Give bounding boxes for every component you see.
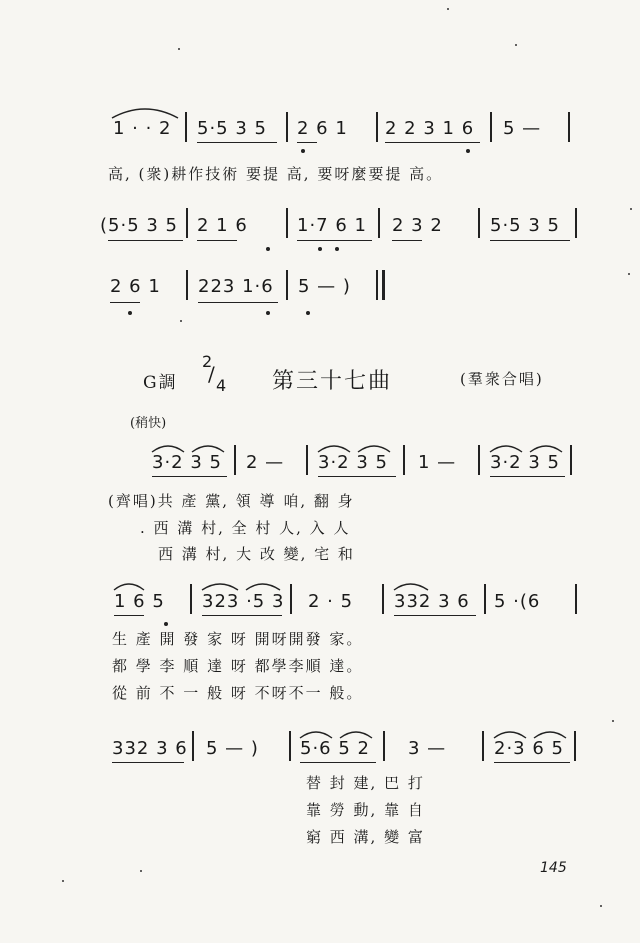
print-speck — [62, 880, 64, 882]
notes-r1-m2: 2 — — [246, 452, 285, 473]
lyrics-l1: 高, (衆)耕作技術 要提 高, 要呀麼要提 高。 — [108, 165, 444, 183]
barline — [478, 208, 480, 238]
key-signature: G調 — [143, 373, 178, 393]
notes-r2-m5: 5 ·(6 — [494, 591, 541, 612]
notes-r3-m5: 2·3 6 5 — [494, 738, 564, 759]
barline — [403, 445, 405, 475]
notes-r1-m5: 3·2 3 5 — [490, 452, 560, 473]
notes-r1-m4: 1 — — [418, 452, 457, 473]
barline — [568, 112, 570, 142]
notes-r2-m3: 2 · 5 — [308, 591, 354, 612]
slurs — [492, 726, 572, 740]
notes-r3-m4: 3 — — [408, 738, 447, 759]
lyrics-r3-v2: 靠 勞 動, 靠 自 — [306, 801, 425, 819]
notes-l2-m1: (5·5 3 5 — [100, 215, 178, 236]
barline — [289, 731, 291, 761]
notes-r3-m1: 332 3 6 — [112, 738, 188, 759]
lyrics-r3-v3: 窮 西 溝, 變 富 — [306, 828, 425, 846]
barline — [382, 584, 384, 614]
notes-l2-m2: 2 1 6 — [197, 215, 248, 236]
notes-l2-m4: 2 3 2 — [392, 215, 443, 236]
barline — [185, 112, 187, 142]
barline — [190, 584, 192, 614]
barline — [383, 731, 385, 761]
print-speck — [515, 44, 517, 46]
notes-r2-m1: 1 6 5 — [114, 591, 165, 612]
barline — [570, 445, 572, 475]
lyrics-r1-v2: . 西 溝 村, 全 村 人, 入 人 — [140, 519, 351, 537]
notes-l1-m5: 5 — — [503, 118, 542, 139]
lyrics-r2-v2: 都 學 李 順 達 呀 都學李順 達。 — [112, 657, 364, 675]
barline — [286, 112, 288, 142]
print-speck — [178, 48, 180, 50]
print-speck — [630, 208, 632, 210]
lyrics-r1-v1: (齊唱)共 產 黨, 領 導 咱, 翻 身 — [108, 492, 355, 510]
page-number: 145 — [540, 860, 567, 876]
print-speck — [140, 870, 142, 872]
notes-r2-m2: 323 ·5 3 — [202, 591, 285, 612]
slurs — [150, 440, 230, 454]
notes-l3-m2: 223 1·6 — [198, 276, 274, 297]
notes-l2-m5: 5·5 3 5 — [490, 215, 560, 236]
barline — [376, 112, 378, 142]
print-speck — [600, 905, 602, 907]
barline — [574, 731, 576, 761]
barline — [290, 584, 292, 614]
barline — [286, 270, 288, 300]
time-signature-top: 2 — [202, 352, 214, 371]
lyrics-r2-v1: 生 產 開 發 家 呀 開呀開發 家。 — [112, 630, 364, 648]
final-barline — [382, 270, 385, 300]
lyrics-r3-v1: 替 封 建, 巴 打 — [306, 774, 425, 792]
barline — [482, 731, 484, 761]
song-title: 第三十七曲 — [272, 369, 393, 394]
print-speck — [612, 720, 614, 722]
print-speck — [180, 320, 182, 322]
barline — [378, 208, 380, 238]
notes-l3-m3: 5 — ) — [298, 276, 351, 297]
time-signature-slash: / — [208, 362, 215, 386]
lyrics-r2-v3: 從 前 不 一 般 呀 不呀不一 般。 — [112, 684, 364, 702]
slurs — [316, 440, 396, 454]
barline — [234, 445, 236, 475]
notes-r2-m4: 332 3 6 — [394, 591, 470, 612]
notes-r1-m3: 3·2 3 5 — [318, 452, 388, 473]
slur — [110, 104, 180, 120]
notes-l2-m3: 1·7 6 1 — [297, 215, 367, 236]
slur — [112, 578, 148, 592]
barline — [490, 112, 492, 142]
slurs — [200, 578, 284, 592]
slur — [392, 578, 432, 592]
notes-l1-m1: 1 · · 2 — [113, 118, 172, 139]
barline — [192, 731, 194, 761]
barline — [376, 270, 378, 300]
notes-l1-m4: 2 2 3 1 6 — [385, 118, 475, 139]
notes-r1-m1: 3·2 3 5 — [152, 452, 222, 473]
barline — [306, 445, 308, 475]
print-speck — [447, 8, 449, 10]
barline — [186, 208, 188, 238]
performer-note: (羣衆合唱) — [460, 370, 544, 388]
barline — [575, 208, 577, 238]
barline — [186, 270, 188, 300]
barline — [575, 584, 577, 614]
barline — [286, 208, 288, 238]
notes-l1-m3: 2 6 1 — [297, 118, 348, 139]
notes-r3-m2: 5 — ) — [206, 738, 259, 759]
barline — [484, 584, 486, 614]
notes-r3-m3: 5·6 5 2 — [300, 738, 370, 759]
slurs — [298, 726, 378, 740]
tempo-mark: (稍快) — [130, 416, 167, 431]
notes-l3-m1: 2 6 1 — [110, 276, 161, 297]
notes-l1-m2: 5·5 3 5 — [197, 118, 267, 139]
slurs — [488, 440, 568, 454]
barline — [478, 445, 480, 475]
lyrics-r1-v3: 西 溝 村, 大 改 變, 宅 和 — [158, 545, 355, 563]
time-signature-bottom: 4 — [216, 376, 228, 395]
print-speck — [628, 273, 630, 275]
